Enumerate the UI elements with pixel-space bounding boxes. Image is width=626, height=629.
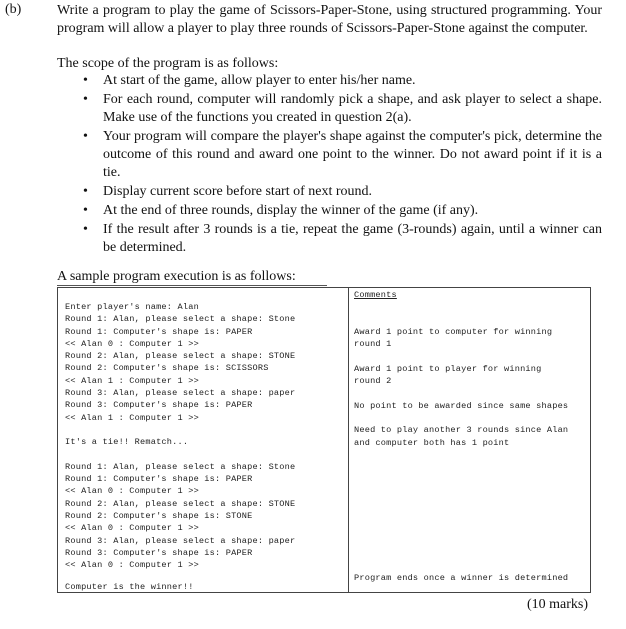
output-line: << Alan 1 : Computer 1 >>: [65, 375, 199, 386]
output-line: Round 1: Computer's shape is: PAPER: [65, 326, 253, 337]
sample-execution-box: [57, 287, 591, 593]
scope-heading: The scope of the program is as follows:: [57, 56, 279, 71]
program-output-column: [65, 301, 345, 572]
output-line: << Alan 0 : Computer 1 >>: [65, 338, 199, 349]
output-line: Round 1: Alan, please select a shape: Stone: [65, 461, 296, 472]
comment-line: round 2: [354, 376, 392, 387]
output-line: Round 3: Alan, please select a shape: paper: [65, 388, 296, 399]
comments-heading: Comments: [354, 290, 397, 300]
sample-title-underline: [57, 285, 327, 286]
bullet-item: • Display current score before start of next round.: [78, 183, 602, 201]
bullet-item: • Your program will compare the player's shape against the computer's pick, determine the outcome of this round and award one point to the winner. Do not award point if it is a tie.: [78, 128, 602, 182]
bullet-item: • For each round, computer will randomly pick a shape, and ask player to select a shape. Make use of the functions you created in question 2(a).: [78, 91, 602, 127]
sample-title: A sample program execution is as follows:: [57, 269, 296, 284]
output-line: Round 1: Computer's shape is: PAPER: [65, 474, 253, 485]
output-line: [65, 424, 345, 436]
output-line: Enter player's name: Alan: [65, 302, 199, 312]
output-line: << Alan 0 : Computer 1 >>: [65, 486, 199, 497]
column-divider: [348, 288, 349, 592]
output-line: Round 2: Computer's shape is: STONE: [65, 511, 253, 522]
scope-bullet-list: [78, 72, 602, 258]
question-label: (b): [5, 2, 22, 17]
question-intro: Write a program to play the game of Scissors-Paper-Stone, using structured programming. Your program will allow a player to play three rounds of Scissors-Paper-Stone against the computer.: [57, 3, 602, 36]
comment-line: Award 1 point to computer for winning: [354, 326, 553, 337]
output-line: << Alan 1 : Computer 1 >>: [65, 412, 199, 423]
output-line: It's a tie!! Rematch...: [65, 437, 189, 448]
output-line: Round 2: Alan, please select a shape: STONE: [65, 351, 296, 362]
bullet-item: • At start of the game, allow player to enter his/her name.: [78, 72, 602, 90]
output-line: Round 2: Computer's shape is: SCISSORS: [65, 363, 269, 374]
comments-column: [354, 289, 588, 584]
output-line: Round 3: Computer's shape is: PAPER: [65, 400, 253, 411]
comment-line: round 1: [354, 339, 392, 350]
output-line: Round 1: Alan, please select a shape: Stone: [65, 314, 296, 325]
final-result-line: Computer is the winner!!: [65, 582, 194, 592]
marks-label: (10 marks): [527, 597, 589, 612]
comment-line: and computer both has 1 point: [354, 437, 510, 448]
output-line: Round 2: Alan, please select a shape: STONE: [65, 498, 296, 509]
output-line: << Alan 0 : Computer 1 >>: [65, 523, 199, 534]
output-line: [65, 449, 345, 461]
comment-line: No point to be awarded since same shapes: [354, 400, 569, 411]
comment-line: Award 1 point to player for winning: [354, 363, 542, 374]
comment-line: Program ends once a winner is determined: [354, 572, 569, 583]
bullet-item: • If the result after 3 rounds is a tie, repeat the game (3-rounds) again, until a winner can be determined.: [78, 221, 602, 257]
output-line: << Alan 0 : Computer 1 >>: [65, 560, 199, 571]
output-line: Round 3: Alan, please select a shape: paper: [65, 535, 296, 546]
output-line: Round 3: Computer's shape is: PAPER: [65, 547, 253, 558]
bullet-item: • At the end of three rounds, display the winner of the game (if any).: [78, 202, 602, 220]
comment-line: Need to play another 3 rounds since Alan: [354, 425, 569, 436]
